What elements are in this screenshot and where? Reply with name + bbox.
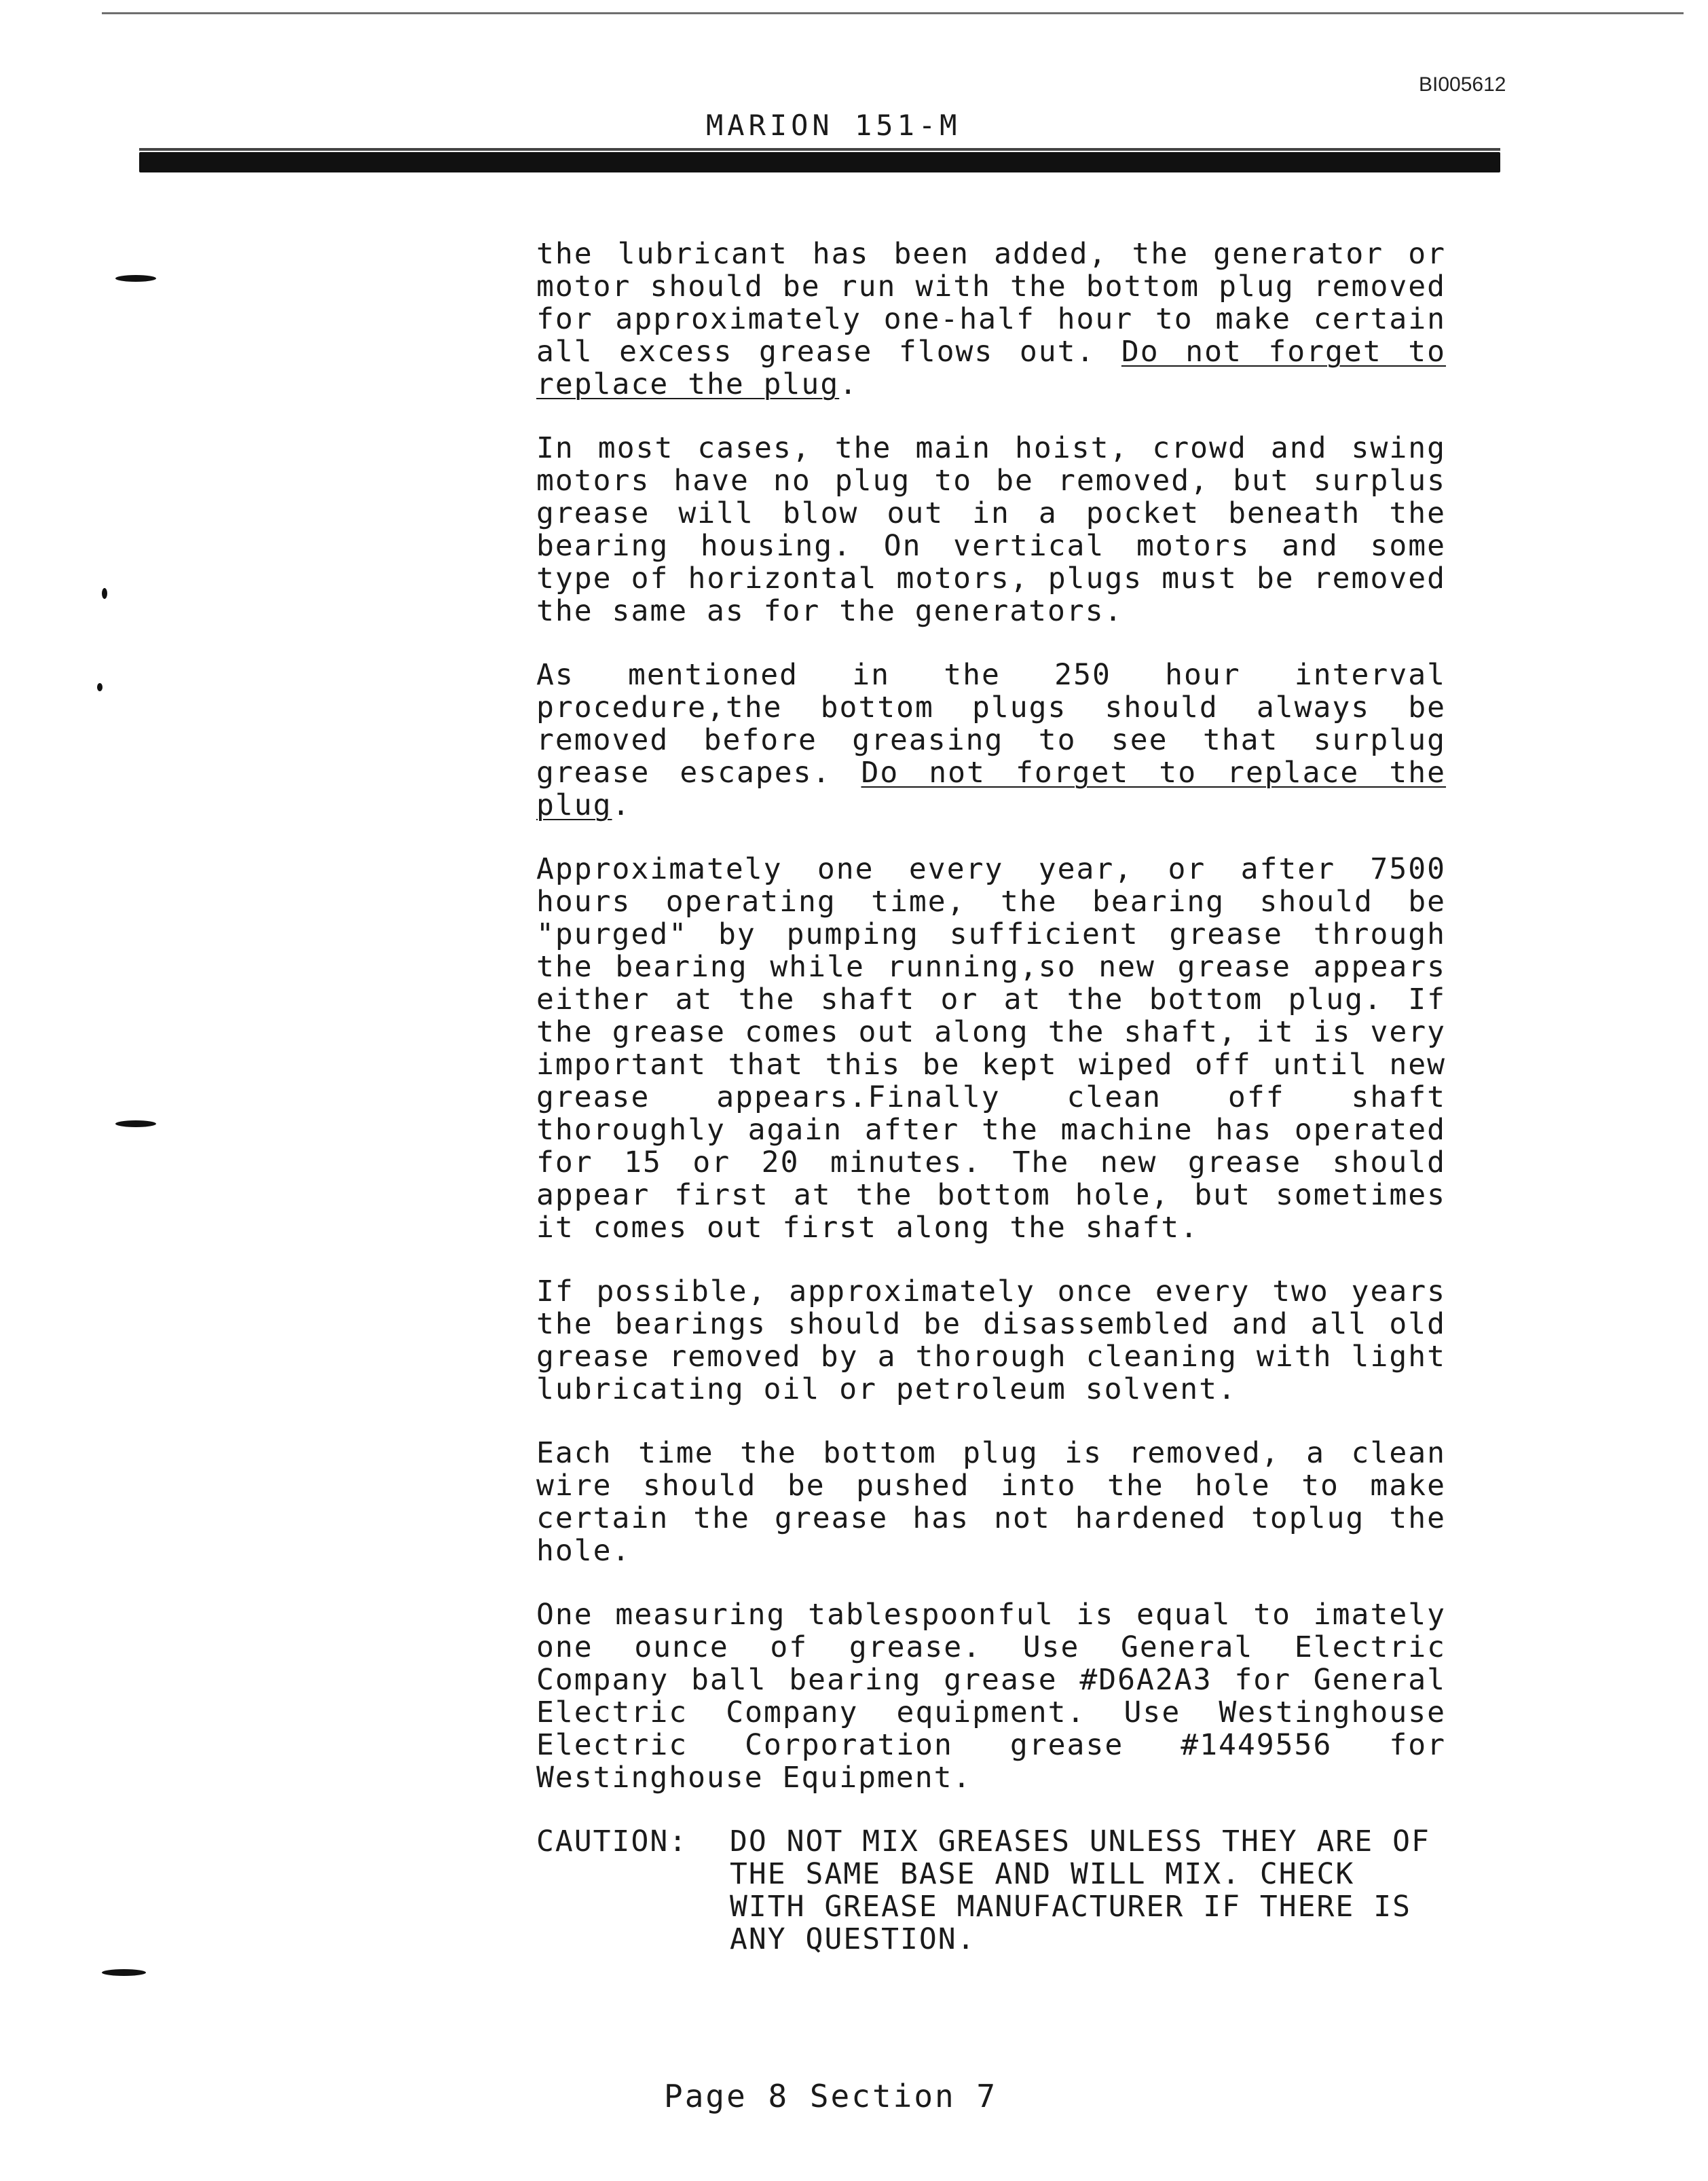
paragraph-yearly-purge: Approximately one every year, or after 7500 hours operating time, the bearing should be "purged" by pumping sufficient grease through the bearing while running,so new grease appears either at the shaft or at the bottom plug. If the grease comes out along the shaft, it is very important that this be kept wiped off until new grease appears.Finally clean off shaft thoroughly again after the machine has operated for 15 or 20 minutes. The new grease should appear first at the bottom hole, but sometimes it comes out first along the shaft. bbox=[536, 852, 1446, 1245]
punch-mark bbox=[102, 588, 107, 599]
paragraph-motors-no-plug: In most cases, the main hoist, crowd and swing motors have no plug to be removed, but surplus grease will blow out in a pocket beneath the bearing housing. On vertical motors and some type of horizontal motors, plugs must be removed the same as for the generators. bbox=[536, 431, 1446, 628]
caution-block bbox=[536, 1825, 1446, 1956]
paragraph-grease-specs: One measuring tablespoonful is equal to imately one ounce of grease. Use General Electric Company ball bearing grease #D6A2A3 for General Electric Company equipment. Use Westinghouse Electric Corporation grease #1449556 for Westinghouse Equipment. bbox=[536, 1598, 1446, 1795]
replace-plug-warning: Do not forget to replace the plug bbox=[536, 335, 1446, 401]
punch-mark bbox=[115, 1120, 156, 1127]
punch-mark bbox=[115, 275, 156, 282]
paragraph-250-hour-interval: As mentioned in the 250 hour interval procedure,the bottom plugs should always be removed before greasing to see that surplug grease escapes. Do not forget to replace the plug. bbox=[536, 658, 1447, 822]
paragraph-clean-wire: Each time the bottom plug is removed, a clean wire should be pushed into the hole to make certain the grease has not hardened toplug the hole. bbox=[536, 1436, 1446, 1568]
document-body bbox=[536, 238, 1446, 1956]
caution-label: CAUTION: bbox=[536, 1825, 688, 1858]
punch-mark bbox=[102, 1969, 146, 1976]
paragraph-two-year-disassembly: If possible, approximately once every two years the bearings should be disassembled and all old grease removed by a thorough cleaning with light lubricating oil or petroleum solvent. bbox=[536, 1275, 1446, 1406]
page-header-title: MARION 151-M bbox=[706, 109, 961, 142]
paragraph-lubricant-added: the lubricant has been added, the generator or motor should be run with the bottom plug removed for approximately one-half hour to make certain all excess grease flows out. Do not forget to replace the plug. bbox=[536, 237, 1446, 401]
scan-top-edge bbox=[102, 12, 1684, 14]
page-footer: Page 8 Section 7 bbox=[664, 2078, 998, 2114]
document-id: BI005612 bbox=[1419, 73, 1506, 96]
punch-mark bbox=[97, 683, 103, 691]
caution-text: DO NOT MIX GREASES UNLESS THEY ARE OF THE SAME BASE AND WILL MIX. CHECK WITH GREASE MANUFACTURER IF THERE IS ANY QUESTION. bbox=[730, 1825, 1430, 1956]
header-rule bbox=[139, 152, 1500, 172]
replace-plug-warning: Do not forget to replace the plug bbox=[536, 756, 1447, 822]
